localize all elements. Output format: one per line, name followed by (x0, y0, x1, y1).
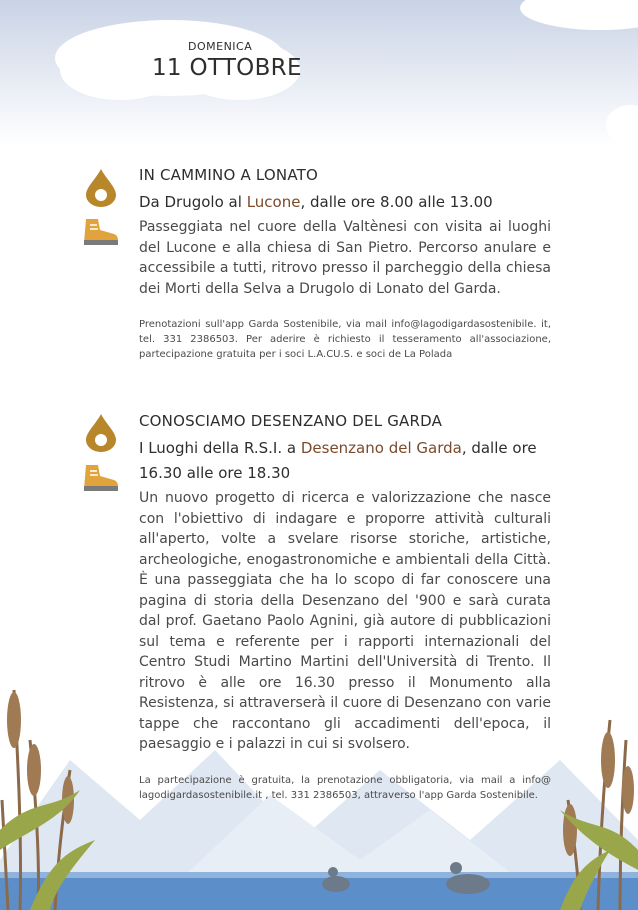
subtitle-place: Desenzano del Garda (300, 439, 462, 457)
location-drop-icon (84, 167, 118, 207)
event-booking-note: Prenotazioni sull'app Garda Sostenibile, via mail info@lagodigardasostenibile. it, tel. 331 2386503. Per aderire è richiesto il tesseramento all'associazione, partecipazione gratuita per i soci L.A.CU.S. e soci de La Polada (139, 319, 551, 360)
event-1 (139, 166, 551, 362)
date-header (152, 40, 302, 81)
event-title: CONOSCIAMO DESENZANO DEL GARDA (139, 412, 443, 430)
event-subtitle (139, 190, 551, 215)
hiking-boot-icon (80, 216, 120, 248)
day-label: DOMENICA (188, 40, 253, 53)
subtitle-place: Lucone (246, 193, 301, 211)
event-subtitle (139, 436, 551, 486)
event-description: Un nuovo progetto di ricerca e valorizzazione che nasce con l'obiettivo di indagare e proporre attività culturali all'aperto, volte a svelare risorse storiche, artistiche, archeologiche, enogastronomiche e ambientali della Città. È una passeggiata che ha lo scopo di far conoscere una pagina di storia della Desenzano del '900 e sarà curata dal prof. Gaetano Paolo Agnini, già autore di pubblicazioni sul tema e referente per i rapporti internazionali del Centro Studi Martino Martini dell'Università di Trento. Il ritrovo è alle ore 16.30 presso il Monumento alla Resistenza, si attraverserà il cuore di Desenzano con varie tappe che raccontano gli accadimenti dell'epoca, il paesaggio e i palazzi in cui si svolsero. (139, 490, 551, 752)
event-booking-note: La partecipazione è gratuita, la prenotazione obbligatoria, via mail a info@ lagodigardasostenibile.it , tel. 331 2386503, attraverso l'app Garda Sostenibile. (139, 774, 551, 801)
date-label: 11 OTTOBRE (152, 55, 302, 81)
event-title: IN CAMMINO A LONATO (139, 166, 318, 184)
subtitle-suffix: , dalle ore 16.30 alle ore 18.30 (139, 439, 537, 482)
event-2 (139, 412, 551, 803)
event-description: Passeggiata nel cuore della Valtènesi con visita ai luoghi del Lucone e alla chiesa di San Pietro. Percorso anulare e accessibile a tutti, ritrovo presso il parcheggio della chiesa dei Morti della Selva a Drugolo di Lonato del Garda. (139, 219, 551, 297)
subtitle-prefix: Da Drugolo al (139, 193, 247, 211)
hiking-boot-icon (80, 462, 120, 494)
location-drop-icon (84, 412, 118, 452)
subtitle-suffix: , dalle ore 8.00 alle 13.00 (300, 193, 493, 211)
subtitle-prefix: I Luoghi della R.S.I. a (139, 439, 301, 457)
